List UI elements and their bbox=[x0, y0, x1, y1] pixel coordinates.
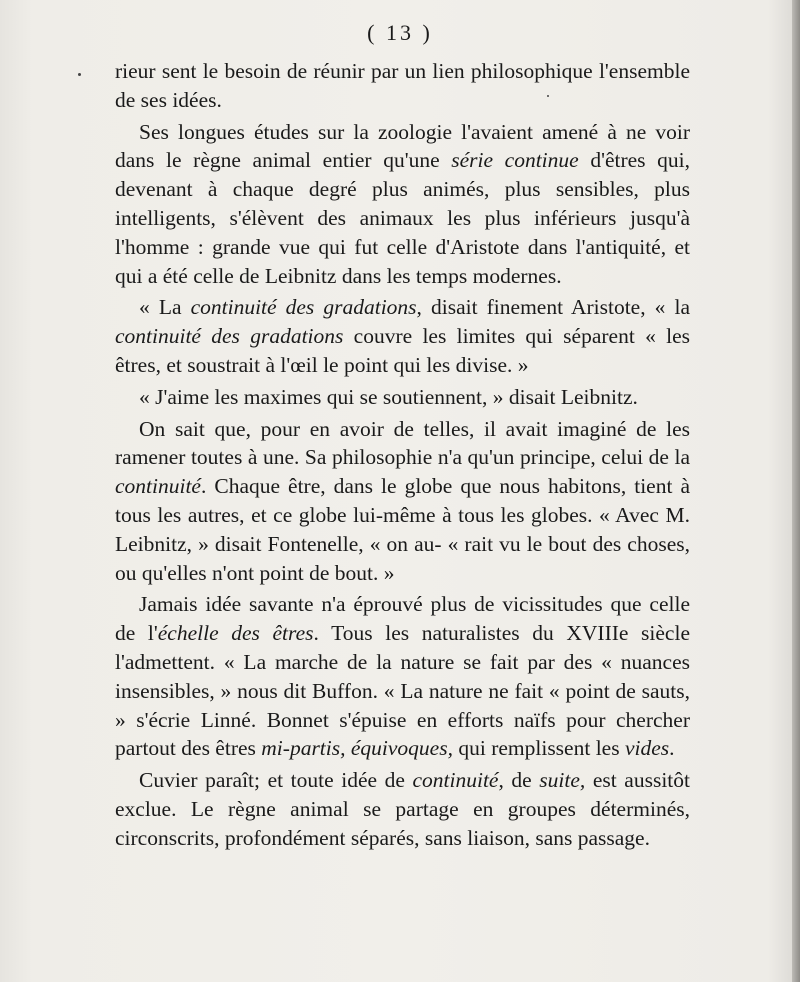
paragraph: « La continuité des gradations, disait finement Aristote, « la continuité des gradations couvre les limites qui séparent « les êtres, et soustrait à l'œil le point qui les divise. » bbox=[115, 295, 690, 377]
body-text bbox=[115, 57, 690, 856]
ink-speck bbox=[547, 95, 549, 97]
italic-term: continuité bbox=[115, 474, 201, 499]
italic-term: mi-partis, équivoques, bbox=[261, 736, 453, 761]
italic-term: continuité des gradations bbox=[190, 295, 417, 320]
italic-term: suite, bbox=[539, 768, 586, 793]
italic-term: série continue bbox=[451, 148, 579, 173]
ink-speck bbox=[78, 73, 81, 76]
paragraph: « J'aime les maximes qui se soutiennent, » disait Leibnitz. bbox=[139, 384, 638, 409]
italic-term: échelle des êtres bbox=[157, 621, 314, 646]
paragraph: Jamais idée savante n'a éprouvé plus de vicissitudes que celle de l'échelle des êtres. Tous les naturalistes du XVIIIe siècle l'admettent. « La marche de la nature se fait par des « nuances insensibles, » nous dit Buffon. « La nature ne fait « point de sauts, » s'écrie Linné. Bonnet s'épuise en efforts naïfs pour chercher partout des êtres mi-partis, équivoques, qui remplissent les vides. bbox=[115, 592, 690, 761]
italic-term: continuité bbox=[412, 768, 499, 793]
paragraph: Cuvier paraît; et toute idée de continuité, de suite, est aussitôt exclue. Le règne animal se partage en groupes déterminés, circonscrits, profondément séparés, sans liaison, sans passage. bbox=[115, 768, 690, 850]
italic-term: vides bbox=[624, 736, 670, 761]
paragraph: rieur sent le besoin de réunir par un lien philosophique l'ensemble de ses idées. bbox=[115, 59, 690, 112]
paragraph: On sait que, pour en avoir de telles, il avait imaginé de les ramener toutes à une. Sa philosophie n'a qu'un principe, celui de la continuité. Chaque être, dans le globe que nous habitons, tient à tous les autres, et ce globe lui-même à tous les globes. « Avec M. Leibnitz, » disait Fontenelle, « on au- « rait vu le bout des choses, ou qu'elles n'ont point de bout. » bbox=[115, 416, 690, 585]
italic-term: continuité des gradations bbox=[115, 324, 344, 349]
page-number: ( 13 ) bbox=[367, 20, 433, 45]
paragraph: Ses longues études sur la zoologie l'avaient amené à ne voir dans le règne animal entier qu'une série continue d'êtres qui, devenant à chaque degré plus animés, plus sensibles, plus intelligents, s'élèvent des animaux les plus inférieurs jusqu'à l'homme : grande vue qui fut celle d'Aristote dans l'antiquité, et qui a été celle de Leibnitz dans les temps modernes. bbox=[115, 119, 690, 288]
page-edge-shadow bbox=[792, 0, 800, 982]
